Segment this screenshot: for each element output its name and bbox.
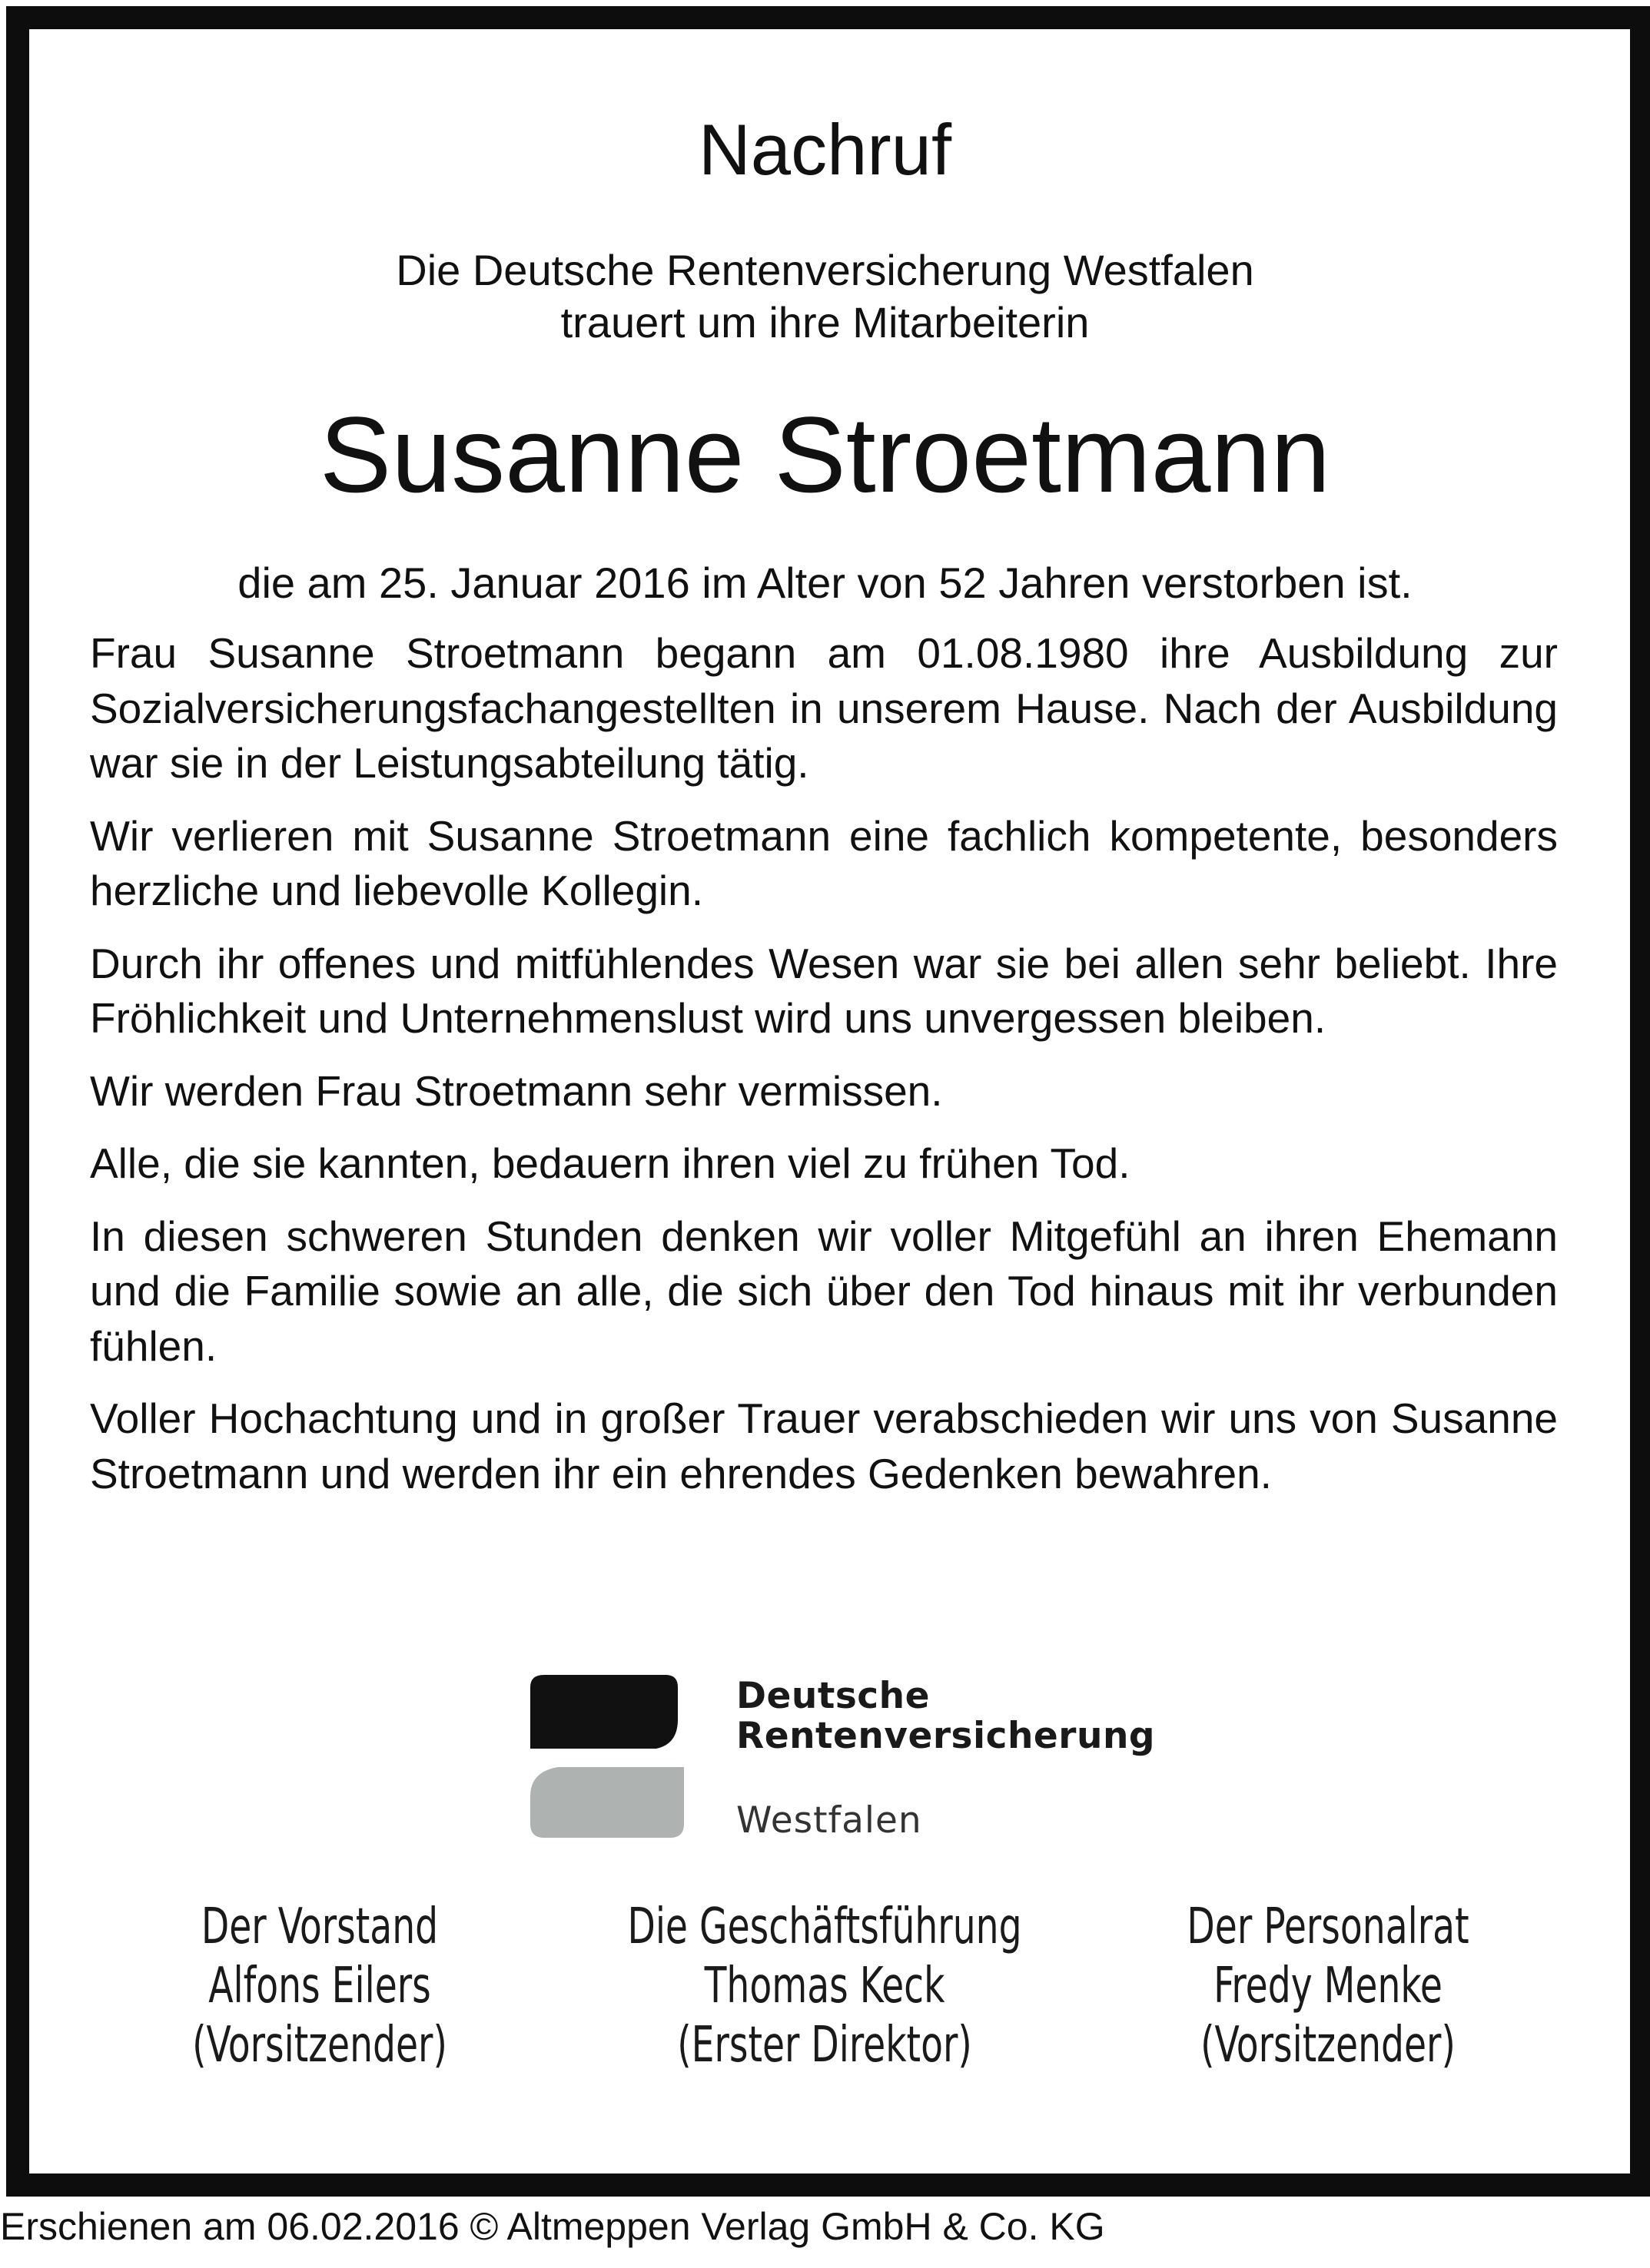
signatory-name: Thomas Keck: [704, 1958, 945, 2014]
signatory-body: Der Vorstand: [201, 1898, 439, 1955]
logo-text-line-2: Rentenversicherung: [736, 1715, 1156, 1757]
death-date-line: die am 25. Januar 2016 im Alter von 52 Jahren verstorben ist.: [237, 559, 1413, 607]
deceased-name: Susanne Stroetmann: [319, 394, 1331, 515]
signatory-staff-council: [1114, 1898, 1542, 2075]
paragraph: Frau Susanne Stroetmann begann am 01.08.1980 ihre Ausbildung zur Sozialversicherungsfachangestellten in unserem Hause. Nach der Ausbildung war sie in der Leistungsabteilung tätig.: [90, 629, 1558, 787]
paragraph: Wir werden Frau Stroetmann sehr vermissen.: [90, 1066, 943, 1115]
logo-text-line-1: Deutsche: [736, 1675, 930, 1717]
intro-line-2: trauert um ihre Mitarbeiterin: [560, 298, 1090, 346]
signatory-body: Die Geschäftsführung: [627, 1898, 1022, 1955]
intro-line-1: Die Deutsche Rentenversicherung Westfalen: [396, 246, 1254, 294]
paragraph: Alle, die sie kannten, bedauern ihren viel zu frühen Tod.: [90, 1139, 1130, 1187]
signatory-role: (Vorsitzender): [1200, 2017, 1456, 2074]
paragraph: Voller Hochachtung und in großer Trauer verabschieden wir uns von Susanne Stroetmann und werden ihr ein ehrendes Gedenken bewahren.: [90, 1394, 1558, 1497]
notice-title: Nachruf: [698, 109, 952, 190]
logo-region: Westfalen: [736, 1799, 922, 1842]
paragraph: Wir verlieren mit Susanne Stroetmann eine fachlich kompetente, besonders herzliche und liebevolle Kollegin.: [90, 811, 1558, 914]
signatory-management: [610, 1898, 1039, 2075]
signatory-role: (Vorsitzender): [192, 2017, 447, 2074]
signatory-name: Alfons Eilers: [208, 1958, 431, 2014]
drv-logo-mark-icon: [530, 1675, 684, 1838]
obituary-text: [90, 626, 1558, 1519]
signatory-body: Der Personalrat: [1187, 1898, 1469, 1955]
publication-footer: Erschienen am 06.02.2016 © Altmeppen Verlag GmbH & Co. KG: [0, 2205, 1105, 2248]
signatory-role: (Erster Direktor): [677, 2017, 972, 2074]
paragraph: In diesen schweren Stunden denken wir voller Mitgefühl an ihren Ehemann und die Familie sowie an alle, die sich über den Tod hinaus mit ihr verbunden fühlen.: [90, 1212, 1558, 1370]
signatory-name: Fredy Menke: [1213, 1958, 1443, 2014]
paragraph: Durch ihr offenes und mitfühlendes Wesen war sie bei allen sehr beliebt. Ihre Fröhlichkeit und Unternehmenslust wird uns unvergessen bleiben.: [90, 939, 1558, 1042]
drv-logo: [530, 1675, 1156, 1852]
signatory-board: [105, 1898, 534, 2075]
